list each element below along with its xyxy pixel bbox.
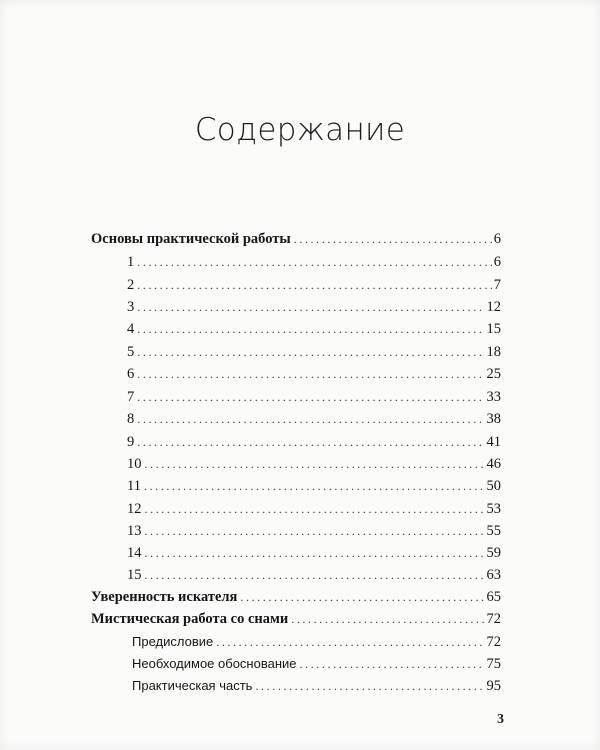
toc-entry-page: 15 [486,321,501,337]
toc-entry-page: 95 [486,678,501,694]
toc-entry-label: 15 [127,567,142,583]
page-number: 3 [497,712,504,727]
toc-entry [127,453,501,473]
dot-leader [144,477,485,495]
toc-entry [132,675,501,695]
toc-entry-label: 14 [127,545,142,561]
toc-entry-page: 46 [486,456,501,472]
toc-entry-label: 8 [127,411,135,427]
toc-entry-page: 65 [486,589,501,605]
dot-leader [216,633,484,651]
toc-entry [127,274,501,294]
toc-entry [127,520,501,540]
toc-entry [132,653,501,673]
toc-entry [127,318,501,338]
toc-entry-page: 72 [486,634,501,650]
toc-entry [132,631,501,651]
dot-leader [255,677,484,695]
toc-entry-label: 5 [127,344,135,360]
toc-entry [127,564,501,584]
dot-leader [145,566,485,584]
toc-entry-label: 3 [127,299,135,315]
toc-entry-label: Необходимое обоснование [132,656,297,671]
toc-entry [127,341,501,361]
toc-entry-label: 13 [127,523,142,539]
toc-entry-label: Уверенность искателя [91,589,238,605]
dot-leader [291,610,484,628]
toc-entry-label: Практическая часть [132,678,253,693]
page-title: Содержание [194,112,406,148]
toc-entry-page: 25 [486,366,501,382]
toc-entry-label: 9 [127,434,135,450]
toc-entry-page: 59 [486,545,501,561]
toc-entry [127,363,501,383]
toc-entry-page: 50 [486,478,501,494]
dot-leader [137,298,484,316]
dot-leader [145,500,485,518]
toc-entry-label: 12 [127,501,142,517]
toc-entry-page: 33 [486,389,501,405]
toc-entry-label: 1 [127,254,135,270]
dot-leader [137,276,492,294]
dot-leader [137,388,484,406]
dot-leader [300,655,485,673]
dot-leader [145,544,485,562]
toc-entry [127,498,501,518]
dot-leader [137,433,484,451]
toc-entry-label: 10 [127,456,142,472]
toc-entry-page: 7 [493,277,501,293]
toc-entry-label: Мистическая работа со снами [91,611,289,627]
dot-leader [137,343,484,361]
toc-entry-page: 12 [486,299,501,315]
toc-entry-page: 55 [486,523,501,539]
toc-entry-label: 6 [127,366,135,382]
toc-entry-label: Предисловие [132,634,214,649]
toc-entry-label: Основы практической работы [91,231,291,247]
dot-leader [137,410,484,428]
dot-leader [137,320,484,338]
toc-entry-label: 11 [127,478,141,494]
dot-leader [145,522,485,540]
dot-leader [137,365,484,383]
toc-entry [127,475,501,495]
toc-entry [91,228,501,248]
toc-entry-page: 53 [486,501,501,517]
toc-entry [127,408,501,428]
dot-leader [240,588,484,606]
toc-entry [91,586,501,606]
toc-entry-page: 38 [486,411,501,427]
toc-entry-page: 18 [486,344,501,360]
toc-entry-page: 75 [486,656,501,672]
toc-entry-page: 6 [493,254,501,270]
toc-entry-page: 63 [486,567,501,583]
toc-entry [91,608,501,628]
toc-entry [127,431,501,451]
toc-entry-page: 41 [486,434,501,450]
toc-entry [127,296,501,316]
toc-entry-label: 4 [127,321,135,337]
toc-entry [127,542,501,562]
toc-entry-page: 72 [486,611,501,627]
dot-leader [145,455,485,473]
toc-entry-label: 7 [127,389,135,405]
toc-entry [127,251,501,271]
dot-leader [294,230,492,248]
toc-entry [127,386,501,406]
toc-entry-label: 2 [127,277,135,293]
dot-leader [137,253,492,271]
toc-entry-page: 6 [493,231,501,247]
